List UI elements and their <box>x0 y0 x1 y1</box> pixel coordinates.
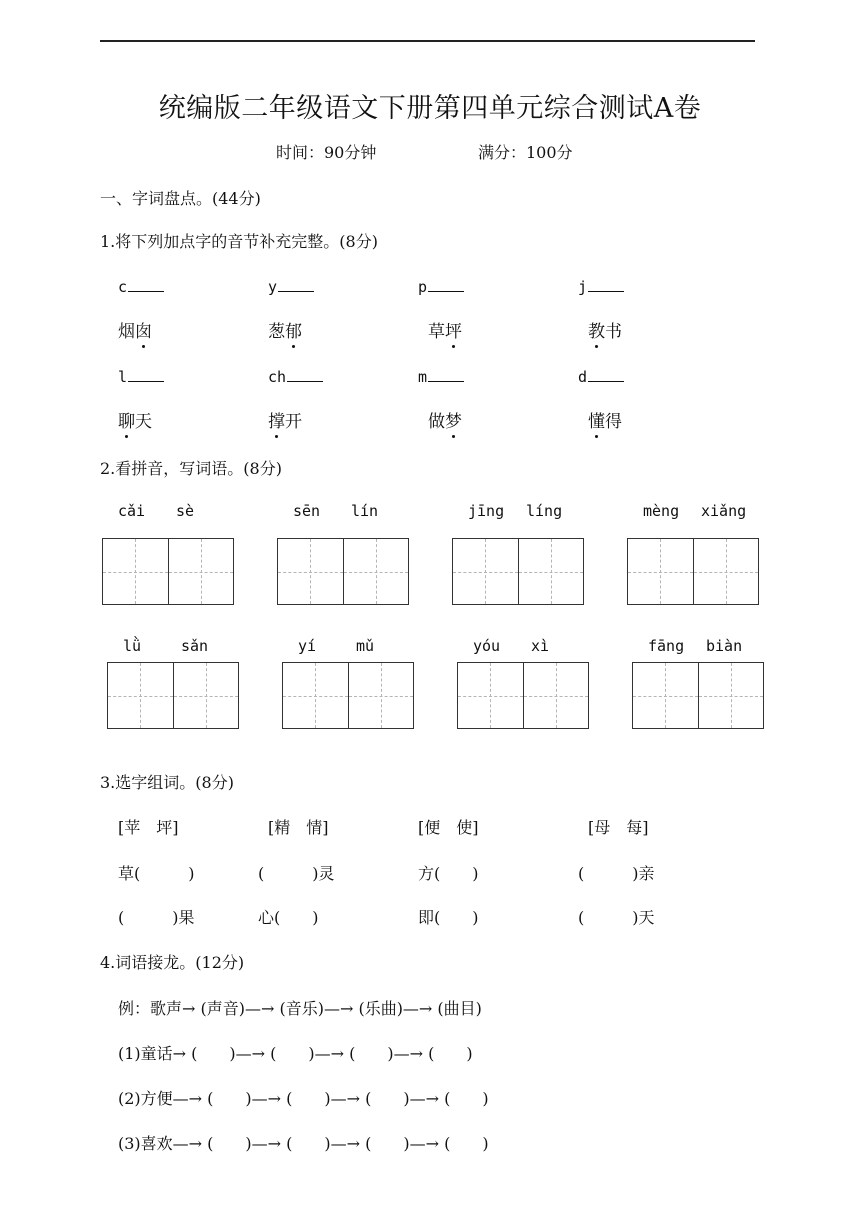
q1-word <box>428 317 462 342</box>
q4-line-3[interactable]: (3)喜欢—→ ( )—→ ( )—→ ( )—→ ( ) <box>118 1134 489 1153</box>
dotted-character: 教 <box>588 317 605 342</box>
pinyin-initial: y <box>268 278 278 296</box>
q1-word <box>428 407 462 432</box>
tianzige-cell[interactable] <box>278 539 343 604</box>
page-title: 统编版二年级语文下册第四单元综合测试A卷 <box>158 93 702 124</box>
word-character: 草 <box>428 322 445 342</box>
q1-pinyin-blank[interactable] <box>578 368 624 386</box>
q3-blank[interactable]: 方( ) <box>418 864 479 883</box>
pinyin-initial: c <box>118 278 128 296</box>
q1-word <box>268 317 302 342</box>
dotted-character: 撑 <box>268 407 285 432</box>
q3-choice: [苹 坪] <box>118 818 179 837</box>
q2-pinyin: lǜ <box>123 637 142 655</box>
dotted-character: 囱 <box>135 317 152 342</box>
q1-word <box>118 317 152 342</box>
q4-line-1[interactable]: (1)童话→ ( )—→ ( )—→ ( )—→ ( ) <box>118 1044 473 1063</box>
q2-pinyin: mǔ <box>356 637 375 655</box>
q3-choice: [母 每] <box>588 818 649 837</box>
q3-blank[interactable]: ( )天 <box>578 908 655 927</box>
pinyin-initial: p <box>418 278 428 296</box>
dotted-character: 聊 <box>118 407 135 432</box>
pinyin-initial: j <box>578 278 588 296</box>
q1-pinyin-blank[interactable] <box>268 368 323 386</box>
q3-heading: 3.选字组词。(8分) <box>100 773 234 792</box>
dotted-character: 坪 <box>445 317 462 342</box>
tianzige-grid[interactable] <box>452 538 584 605</box>
answer-underline[interactable] <box>128 369 164 382</box>
q4-example: 例：歌声→ (声音)—→ (音乐)—→ (乐曲)—→ (曲目) <box>118 999 482 1018</box>
q3-choice: [精 情] <box>268 818 329 837</box>
answer-underline[interactable] <box>278 279 314 292</box>
tianzige-grid[interactable] <box>632 662 764 729</box>
tianzige-cell[interactable] <box>173 663 239 728</box>
q2-pinyin: yí <box>298 637 317 655</box>
q1-pinyin-blank[interactable] <box>118 278 164 296</box>
q1-pinyin-blank[interactable] <box>118 368 164 386</box>
tianzige-cell[interactable] <box>518 539 584 604</box>
pinyin-initial: d <box>578 368 588 386</box>
q2-pinyin: lín <box>351 502 379 520</box>
tianzige-cell[interactable] <box>693 539 759 604</box>
q1-pinyin-blank[interactable] <box>418 278 464 296</box>
answer-underline[interactable] <box>128 279 164 292</box>
word-character: 烟 <box>118 322 135 342</box>
q4-heading: 4.词语接龙。(12分) <box>100 953 245 972</box>
dotted-character: 郁 <box>285 317 302 342</box>
tianzige-cell[interactable] <box>343 539 409 604</box>
answer-underline[interactable] <box>428 279 464 292</box>
tianzige-cell[interactable] <box>103 539 168 604</box>
tianzige-cell[interactable] <box>453 539 518 604</box>
word-character: 得 <box>605 412 622 432</box>
q2-pinyin: cǎi <box>118 502 146 520</box>
part1-heading: 一、字词盘点。(44分) <box>100 189 261 208</box>
q2-pinyin: yóu <box>473 637 501 655</box>
answer-underline[interactable] <box>287 369 323 382</box>
q2-pinyin: mèng <box>643 502 680 520</box>
tianzige-cell[interactable] <box>348 663 414 728</box>
answer-underline[interactable] <box>588 279 624 292</box>
q3-blank[interactable]: 草( ) <box>118 864 195 883</box>
q2-pinyin: sè <box>176 502 195 520</box>
tianzige-grid[interactable] <box>627 538 759 605</box>
q2-pinyin: sǎn <box>181 637 209 655</box>
tianzige-grid[interactable] <box>102 538 234 605</box>
word-character: 做 <box>428 412 445 432</box>
tianzige-cell[interactable] <box>523 663 589 728</box>
q2-pinyin: biàn <box>706 637 743 655</box>
q2-pinyin: jīng <box>468 502 505 520</box>
q1-pinyin-blank[interactable] <box>268 278 314 296</box>
word-character: 天 <box>135 412 152 432</box>
q1-heading: 1.将下列加点字的音节补充完整。(8分) <box>100 232 378 251</box>
tianzige-cell[interactable] <box>168 539 234 604</box>
word-character: 葱 <box>268 322 285 342</box>
word-character: 开 <box>285 412 302 432</box>
q2-pinyin: xiǎng <box>701 502 747 520</box>
q3-blank[interactable]: 即( ) <box>418 908 479 927</box>
q2-pinyin: sēn <box>293 502 321 520</box>
answer-underline[interactable] <box>588 369 624 382</box>
tianzige-cell[interactable] <box>458 663 523 728</box>
pinyin-initial: l <box>118 368 128 386</box>
q2-heading: 2.看拼音，写词语。(8分) <box>100 459 282 478</box>
q1-pinyin-blank[interactable] <box>578 278 624 296</box>
q3-blank[interactable]: ( )灵 <box>258 864 335 883</box>
tianzige-grid[interactable] <box>457 662 589 729</box>
q2-pinyin: líng <box>526 502 563 520</box>
tianzige-cell[interactable] <box>283 663 348 728</box>
q1-word <box>118 407 152 432</box>
tianzige-cell[interactable] <box>633 663 698 728</box>
q4-line-2[interactable]: (2)方便—→ ( )—→ ( )—→ ( )—→ ( ) <box>118 1089 489 1108</box>
tianzige-cell[interactable] <box>628 539 693 604</box>
pinyin-initial: ch <box>268 368 287 386</box>
q3-blank[interactable]: ( )亲 <box>578 864 655 883</box>
header-rule <box>100 40 755 42</box>
tianzige-cell[interactable] <box>698 663 764 728</box>
tianzige-grid[interactable] <box>282 662 414 729</box>
dotted-character: 梦 <box>445 407 462 432</box>
pinyin-initial: m <box>418 368 428 386</box>
tianzige-grid[interactable] <box>107 662 239 729</box>
answer-underline[interactable] <box>428 369 464 382</box>
q3-blank[interactable]: ( )果 <box>118 908 195 927</box>
word-character: 书 <box>605 322 622 342</box>
q1-word <box>588 407 622 432</box>
q3-blank[interactable]: 心( ) <box>258 908 319 927</box>
dotted-character: 懂 <box>588 407 605 432</box>
score-label: 满分：100分 <box>478 143 573 162</box>
q2-pinyin: xì <box>531 637 550 655</box>
q2-pinyin: fāng <box>648 637 685 655</box>
time-label: 时间：90分钟 <box>276 143 377 162</box>
q1-pinyin-blank[interactable] <box>418 368 464 386</box>
q3-choice: [便 使] <box>418 818 479 837</box>
q1-word <box>588 317 622 342</box>
tianzige-cell[interactable] <box>108 663 173 728</box>
q1-word <box>268 407 302 432</box>
tianzige-grid[interactable] <box>277 538 409 605</box>
